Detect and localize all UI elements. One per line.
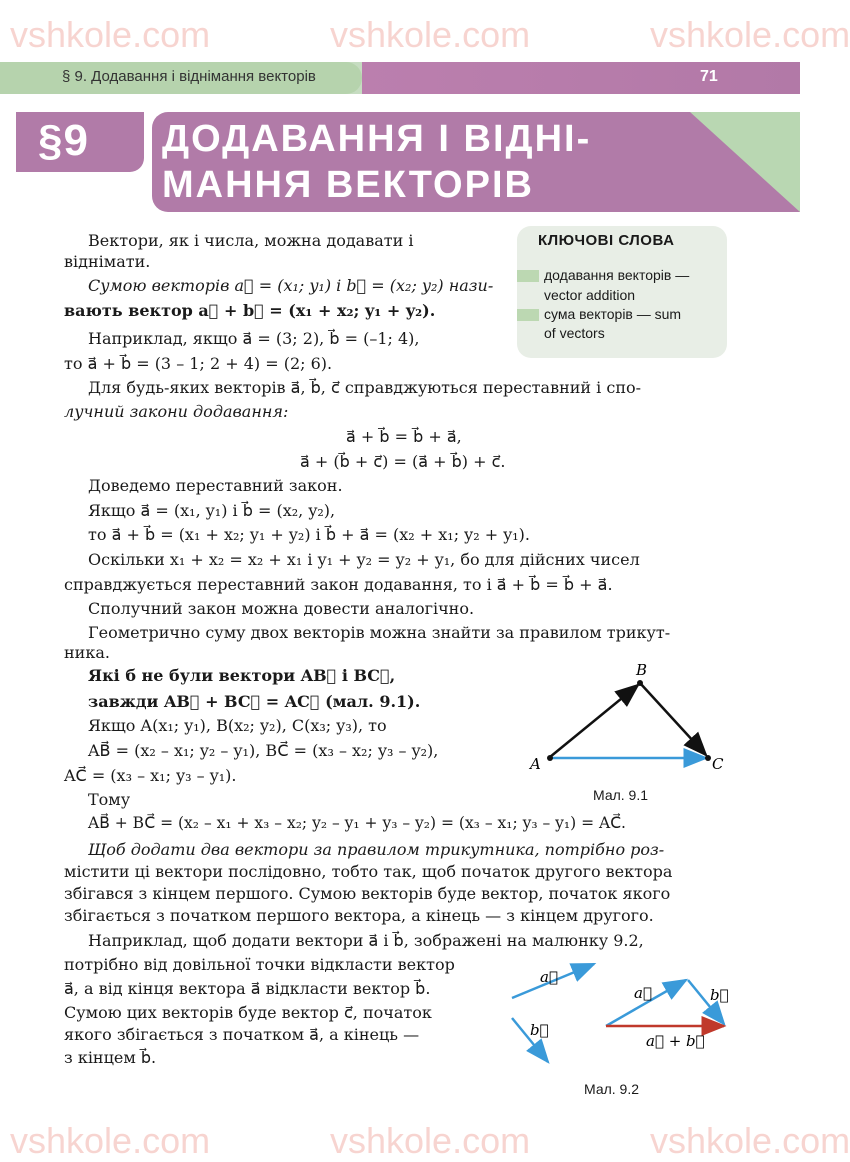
text-line: Оскільки x₁ + x₂ = x₂ + x₁ і y₁ + y₂ = y₂ + y₁, бо для дійсних чисел <box>88 550 640 569</box>
definition-line: вають вектор a⃗ + b⃗ = (x₁ + x₂; y₁ + y₂). <box>64 301 436 320</box>
watermark-text: vshkole.com <box>650 14 850 55</box>
text-line: a⃗, а від кінця вектора a⃗ відкласти вектор b⃗. <box>64 979 431 998</box>
label-b-placed: b⃗ <box>710 986 729 1004</box>
text-line: віднімати. <box>64 252 151 271</box>
section-number: §9 <box>38 116 89 165</box>
text-line: збігався з кінцем першого. Сумою векторів буде вектор, початок якого <box>64 884 671 903</box>
text-line: Якщо A(x₁; y₁), B(x₂; y₂), C(x₃; y₃), то <box>88 716 387 735</box>
point-c <box>705 755 711 761</box>
label-b: B <box>636 661 648 679</box>
text-line: то a⃗ + b⃗ = (x₁ + x₂; y₁ + y₂) і b⃗ + a⃗ = (x₂ + x₁; y₂ + y₁). <box>88 525 530 544</box>
text-line: Доведемо переставний закон. <box>88 476 343 495</box>
label-sum: a⃗ + b⃗ <box>646 1032 705 1050</box>
figure-9-2 <box>500 950 740 1075</box>
formula-line: a⃗ + b⃗ = b⃗ + a⃗, <box>346 427 462 446</box>
header-accent <box>362 62 800 94</box>
keyword-marker <box>517 270 539 282</box>
rule-line: Які б не були вектори AB⃗ і BC⃗, <box>88 666 396 685</box>
text-line: Сумою цих векторів буде вектор c⃗, початок <box>64 1003 432 1022</box>
label-a: a⃗ <box>540 968 558 986</box>
text-line: справджується переставний закон додавання, то і a⃗ + b⃗ = b⃗ + a⃗. <box>64 575 613 594</box>
text-line: лучний закони додавання: <box>64 402 289 421</box>
point-a <box>547 755 553 761</box>
watermark-text: vshkole.com <box>330 1120 531 1161</box>
text-line: Тому <box>88 790 131 809</box>
text-line: Наприклад, якщо a⃗ = (3; 2), b⃗ = (–1; 4), <box>88 329 420 348</box>
vector-ab <box>550 685 638 757</box>
label-b: b⃗ <box>530 1021 549 1039</box>
point-b <box>637 680 643 686</box>
text-line: Наприклад, щоб додати вектори a⃗ і b⃗, зображені на малюнку 9.2, <box>88 931 644 950</box>
page-number: 71 <box>700 68 718 85</box>
running-header: § 9. Додавання і віднімання векторів <box>62 68 316 85</box>
section-title-line1: ДОДАВАННЯ І ВІДНІ- <box>162 118 592 160</box>
text-line: то a⃗ + b⃗ = (3 – 1; 2 + 4) = (2; 6). <box>64 354 333 373</box>
figure-caption: Мал. 9.1 <box>593 787 649 803</box>
label-a-placed: a⃗ <box>634 984 652 1002</box>
text-line: Геометрично суму двох векторів можна знайти за правилом трикут- <box>88 623 671 642</box>
watermark-text: vshkole.com <box>10 14 211 55</box>
watermark-text: vshkole.com <box>330 14 531 55</box>
definition-line: Сумою векторів a⃗ = (x₁; y₁) і b⃗ = (x₂; y₂) нази- <box>88 276 494 295</box>
text-line: збігається з початком першого вектора, а кінець — з кінцем другого. <box>64 906 654 925</box>
vector-bc <box>640 683 706 755</box>
label-c: C <box>712 755 724 773</box>
text-line: потрібно від довільної точки відкласти вектор <box>64 955 455 974</box>
watermark-text: vshkole.com <box>10 1120 211 1161</box>
text-line: Сполучний закон можна довести аналогічно. <box>88 599 475 618</box>
watermark-text: vshkole.com <box>650 1120 850 1161</box>
figure-caption: Мал. 9.2 <box>584 1081 640 1097</box>
keyword-item: of vectors <box>544 325 605 341</box>
text-line: якого збігається з початком a⃗, а кінець — <box>64 1025 420 1044</box>
keywords-title: КЛЮЧОВІ СЛОВА <box>538 232 675 249</box>
text-line: з кінцем b⃗. <box>64 1048 157 1067</box>
keyword-item: додавання векторів — <box>544 267 690 283</box>
text-line: ника. <box>64 643 110 662</box>
keyword-item: сума векторів — sum <box>544 306 682 322</box>
label-a: A <box>530 755 541 773</box>
rule-line: завжди AB⃗ + BC⃗ = AC⃗ (мал. 9.1). <box>88 692 421 711</box>
keyword-item: vector addition <box>544 287 636 303</box>
text-line: Вектори, як і числа, можна додавати і <box>88 231 414 250</box>
figure-9-1 <box>520 655 730 785</box>
text-line: AC⃗ = (x₃ – x₁; y₃ – y₁). <box>64 766 237 785</box>
rule-line: Щоб додати два вектори за правилом трикутника, потрібно роз- <box>88 840 665 859</box>
formula-line: AB⃗ + BC⃗ = (x₂ – x₁ + x₃ – x₂; y₂ – y₁ + y₃ – y₂) = (x₃ – x₁; y₃ – y₁) = AC⃗. <box>88 814 626 832</box>
text-line: Для будь-яких векторів a⃗, b⃗, c⃗ справджуються переставний і спо- <box>88 378 642 397</box>
text-line: містити ці вектори послідовно, тобто так, щоб початок другого вектора <box>64 862 673 881</box>
text-line: Якщо a⃗ = (x₁, y₁) і b⃗ = (x₂, y₂), <box>88 501 336 520</box>
formula-line: a⃗ + (b⃗ + c⃗) = (a⃗ + b⃗) + c⃗. <box>300 452 506 471</box>
section-title-line2: МАННЯ ВЕКТОРІВ <box>162 164 534 206</box>
keyword-marker <box>517 309 539 321</box>
text-line: AB⃗ = (x₂ – x₁; y₂ – y₁), BC⃗ = (x₃ – x₂; y₃ – y₂), <box>88 741 439 760</box>
